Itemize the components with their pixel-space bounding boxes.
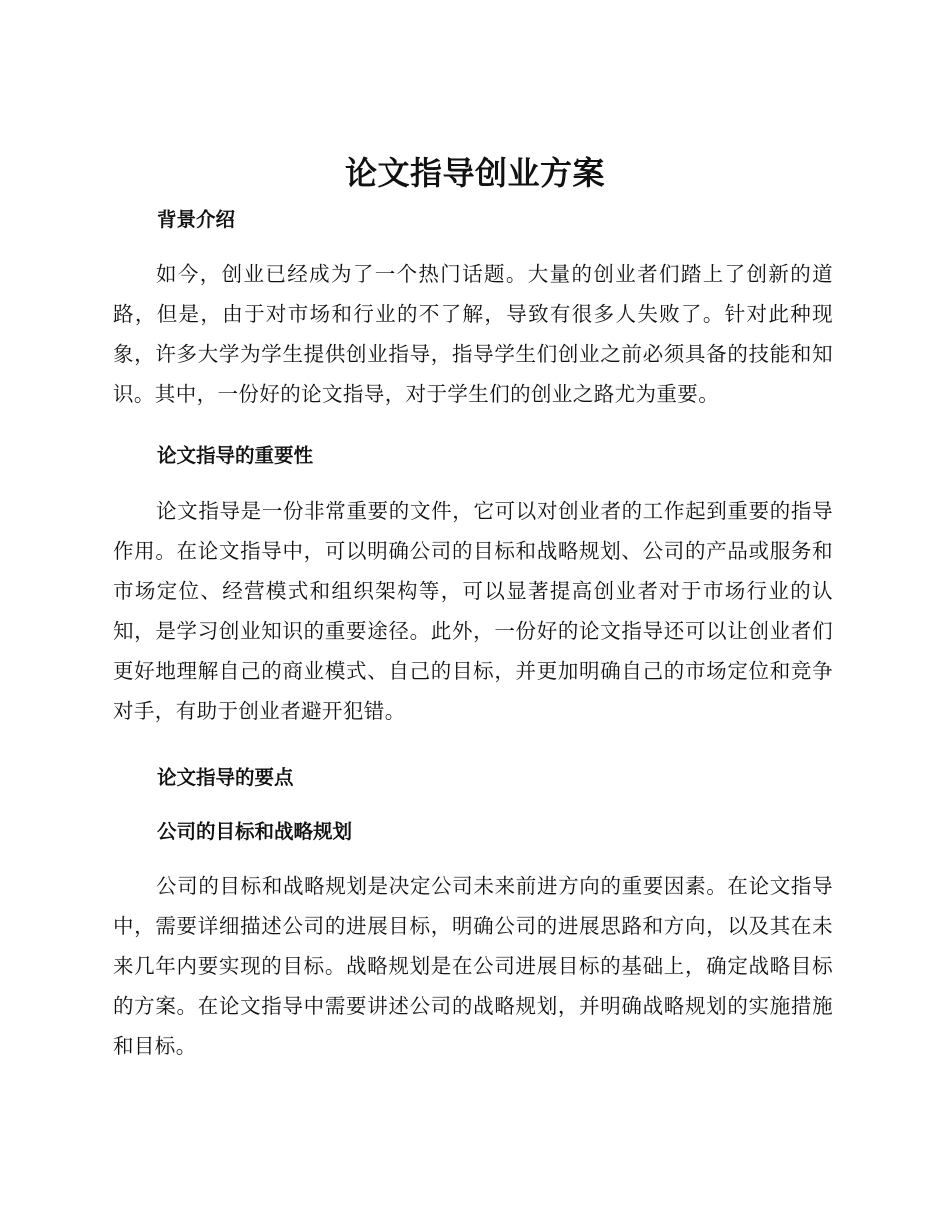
section-heading-key-points: 论文指导的要点 bbox=[157, 766, 294, 789]
section-paragraph-background: 如今，创业已经成为了一个热门话题。大量的创业者们踏上了创新的道路，但是，由于对市场和行业的不了解，导致有很多人失败了。针对此种现象，许多大学为学生提供创业指导，指导学生们创业之前必须具备的技能和知识。其中，一份好的论文指导，对于学生们的创业之路尤为重要。 bbox=[113, 262, 833, 406]
section-heading-background: 背景介绍 bbox=[157, 208, 236, 231]
section-paragraph-goals-strategy: 公司的目标和战略规划是决定公司未来前进方向的重要因素。在论文指导中，需要详细描述公司的进展目标，明确公司的进展思路和方向，以及其在未来几年内要实现的目标。战略规划是在公司进展目标的基础上，确定战略目标的方案。在论文指导中需要讲述公司的战略规划，并明确战略规划的实施措施和目标。 bbox=[113, 874, 833, 1058]
section-heading-importance: 论文指导的重要性 bbox=[157, 444, 314, 467]
document-title: 论文指导创业方案 bbox=[344, 154, 605, 192]
section-paragraph-importance: 论文指导是一份非常重要的文件，它可以对创业者的工作起到重要的指导作用。在论文指导中，可以明确公司的目标和战略规划、公司的产品或服务和市场定位、经营模式和组织架构等，可以显著提高创业者对于市场行业的认知，是学习创业知识的重要途径。此外，一份好的论文指导还可以让创业者们更好地理解自己的商业模式、自己的目标，并更加明确自己的市场定位和竞争对手，有助于创业者避开犯错。 bbox=[113, 499, 833, 723]
section-heading-goals-strategy: 公司的目标和战略规划 bbox=[157, 820, 353, 843]
